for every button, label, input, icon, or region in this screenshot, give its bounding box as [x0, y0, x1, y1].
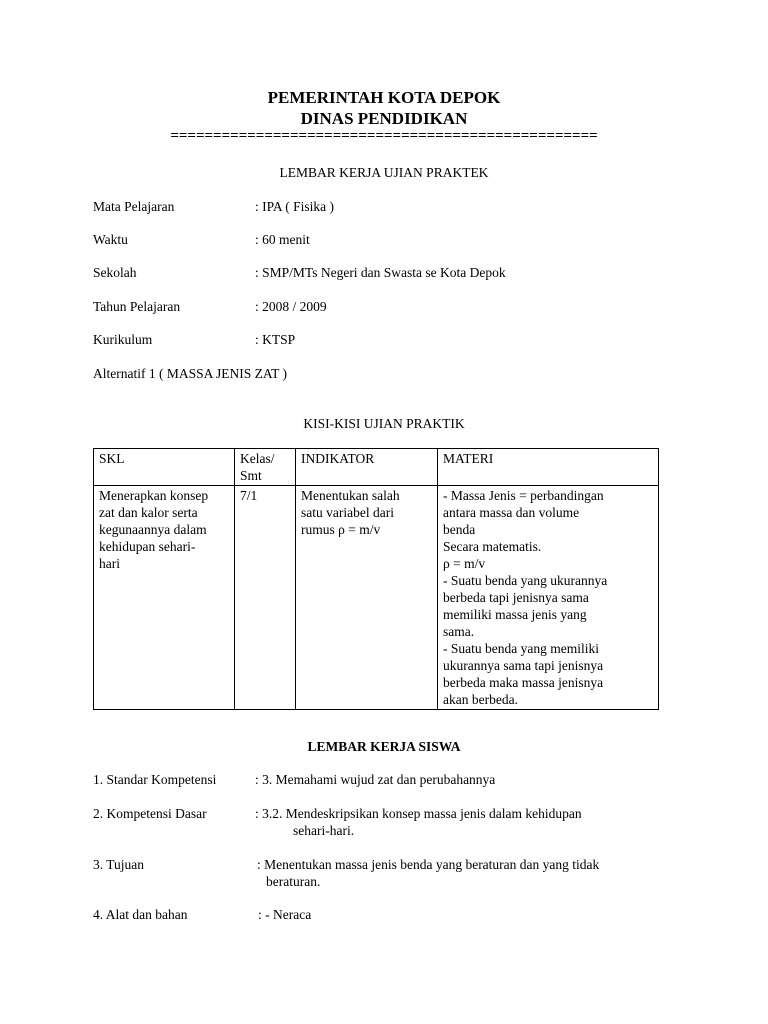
- header-separator: ==================================================: [170, 128, 598, 144]
- kisi-table: [93, 448, 659, 710]
- item-label-kd: 2. Kompetensi Dasar: [93, 806, 207, 821]
- item-label-tujuan: 3. Tujuan: [93, 857, 145, 872]
- info-label-year: Tahun Pelajaran: [93, 299, 181, 314]
- cell-kelas: 7/1: [235, 486, 296, 710]
- info-label-curriculum: Kurikulum: [93, 332, 153, 347]
- info-value-subject: : IPA ( Fisika ): [255, 199, 335, 214]
- item-value-alat: : - Neraca: [258, 907, 312, 922]
- lks-title: LEMBAR KERJA SISWA: [307, 739, 461, 754]
- item-value-sk: : 3. Memahami wujud zat dan perubahannya: [255, 772, 496, 787]
- info-label-school: Sekolah: [93, 265, 137, 280]
- info-value-school: : SMP/MTs Negeri dan Swasta se Kota Depok: [255, 265, 506, 280]
- cell-indikator: Menentukan salah satu variabel dari rumus ρ = m/v: [296, 486, 438, 710]
- document-title: LEMBAR KERJA UJIAN PRAKTEK: [279, 165, 489, 180]
- item-value-tujuan: : Menentukan massa jenis benda yang beraturan dan yang tidak: [257, 857, 600, 872]
- header-materi: MATERI: [438, 449, 659, 486]
- info-label-subject: Mata Pelajaran: [93, 199, 175, 214]
- table-header-row: [94, 449, 659, 486]
- item-value-kd: : 3.2. Mendeskripsikan konsep massa jenis dalam kehidupan: [255, 806, 582, 821]
- header-skl: SKL: [94, 449, 235, 486]
- item-cont-tujuan: beraturan.: [266, 874, 321, 889]
- cell-materi: - Massa Jenis = perbandingan antara massa dan volume benda Secara matematis. ρ = m/v - Suatu benda yang ukurannya berbeda tapi jenisnya sama memiliki massa jenis yang sama. - Suatu benda yang memiliki ukurannya sama tapi jenisnya berbeda maka massa jenisnya akan berbeda.: [438, 486, 659, 710]
- info-value-curriculum: : KTSP: [255, 332, 296, 347]
- alternative-title: Alternatif 1 ( MASSA JENIS ZAT ): [93, 366, 287, 381]
- item-label-sk: 1. Standar Kompetensi: [93, 772, 217, 787]
- info-value-time: : 60 menit: [255, 232, 310, 247]
- header-government: PEMERINTAH KOTA DEPOK: [267, 88, 501, 107]
- cell-skl: Menerapkan konsep zat dan kalor serta kegunaannya dalam kehidupan sehari- hari: [94, 486, 235, 710]
- header-department: DINAS PENDIDIKAN: [300, 109, 468, 128]
- kisi-title: KISI-KISI UJIAN PRAKTIK: [303, 416, 465, 431]
- table-row: [94, 486, 659, 710]
- header-indikator: INDIKATOR: [296, 449, 438, 486]
- item-label-alat: 4. Alat dan bahan: [93, 907, 188, 922]
- header-kelas: Kelas/ Smt: [235, 449, 296, 486]
- info-label-time: Waktu: [93, 232, 128, 247]
- info-value-year: : 2008 / 2009: [255, 299, 327, 314]
- item-cont-kd: sehari-hari.: [293, 823, 355, 838]
